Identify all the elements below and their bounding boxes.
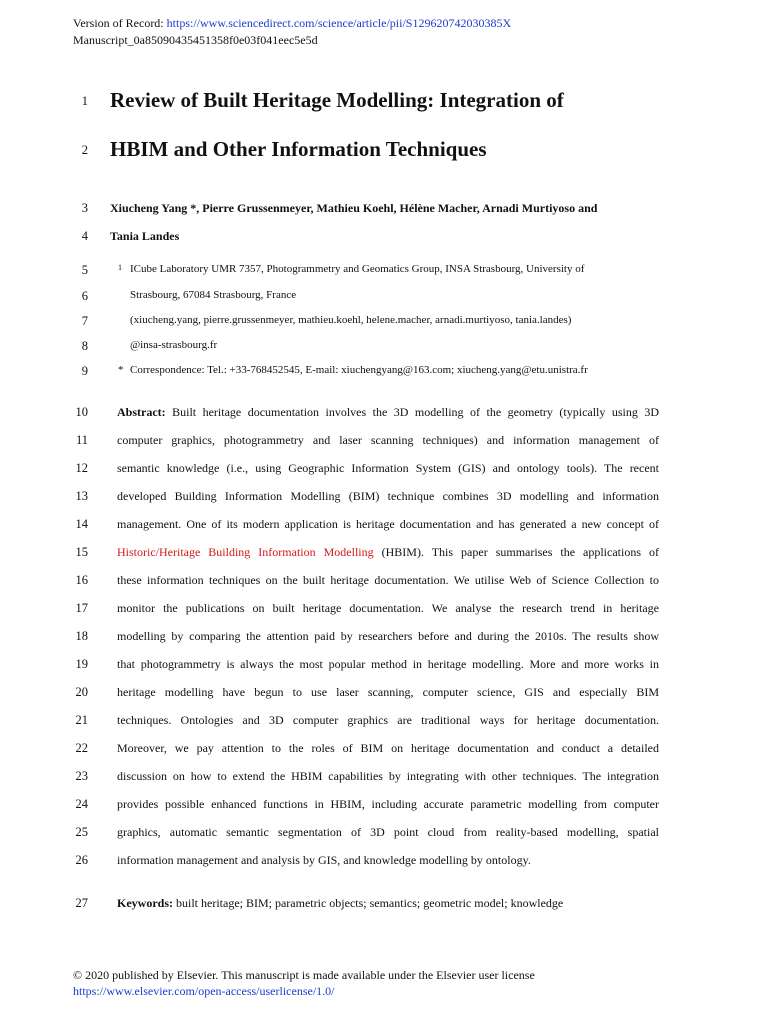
- line-number: 11: [75, 433, 88, 447]
- line-13: [0, 489, 768, 505]
- line-3: [0, 201, 768, 217]
- line-12: [0, 461, 768, 477]
- line-6: [0, 289, 768, 305]
- line-number: 5: [81, 263, 88, 277]
- line-22: [0, 741, 768, 757]
- line-11: [0, 433, 768, 449]
- abstract-line: Abstract: Built heritage documentation involves the 3D modelling of the geometry (typically using 3D: [117, 405, 659, 419]
- line-2: [0, 137, 768, 163]
- abstract-line: heritage modelling have begun to use laser scanning, computer science, GIS and especially BIM: [117, 685, 659, 699]
- abstract-line: techniques. Ontologies and 3D computer graphics are traditional ways for heritage documentation.: [117, 713, 659, 727]
- line-number: 24: [75, 797, 88, 811]
- line-25: [0, 825, 768, 841]
- line-number: 7: [81, 314, 88, 328]
- abstract-line: modelling by comparing the attention paid by researchers before and during the 2010s. The results show: [117, 629, 659, 643]
- abstract-line: developed Building Information Modelling (BIM) technique combines 3D modelling and information: [117, 489, 659, 503]
- line-number: 6: [81, 289, 88, 303]
- abstract-label: Abstract:: [117, 405, 166, 419]
- line-number: 22: [75, 741, 88, 755]
- affiliation-superscript: 1: [118, 263, 122, 272]
- line-16: [0, 573, 768, 589]
- line-27: [0, 896, 768, 912]
- line-number: 16: [75, 573, 88, 587]
- line-number: 18: [75, 629, 88, 643]
- line-number: 12: [75, 461, 88, 475]
- title-line-1: Review of Built Heritage Modelling: Integration of: [110, 88, 564, 112]
- abstract-line: these information techniques on the built heritage documentation. We utilise Web of Science Collection to: [117, 573, 659, 587]
- abstract-line: monitor the publications on built heritage documentation. We analyse the research trend in heritage: [117, 601, 659, 615]
- line-number: 13: [75, 489, 88, 503]
- line-5: [0, 263, 768, 279]
- version-label: Version of Record:: [73, 16, 167, 30]
- manuscript-id: Manuscript_0a85090435451358f0e03f041eec5e5d: [73, 33, 318, 47]
- affiliation-line-2: Strasbourg, 67084 Strasbourg, France: [130, 289, 297, 301]
- title-line-2: HBIM and Other Information Techniques: [110, 137, 487, 161]
- line-number: 25: [75, 825, 88, 839]
- abstract-line: graphics, automatic semantic segmentation of 3D point cloud from reality-based modelling, spatial: [117, 825, 659, 839]
- abstract-line: Historic/Heritage Building Information Modelling (HBIM). This paper summarises the applications of: [117, 545, 659, 559]
- line-26: [0, 853, 768, 869]
- abstract-line: discussion on how to extend the HBIM capabilities by integrating with other techniques. The integration: [117, 769, 659, 783]
- version-link[interactable]: https://www.sciencedirect.com/science/article/pii/S129620742030385X: [166, 16, 512, 30]
- keywords: [117, 896, 563, 911]
- line-20: [0, 685, 768, 701]
- line-number: 4: [81, 229, 88, 243]
- correspondence-mark: *: [118, 364, 124, 376]
- line-number: 19: [75, 657, 88, 671]
- line-23: [0, 769, 768, 785]
- abstract-line: Moreover, we pay attention to the roles of BIM on heritage documentation and conduct a detailed: [117, 741, 659, 755]
- abstract-line: provides possible enhanced functions in HBIM, including accurate parametric modelling from computer: [117, 797, 659, 811]
- authors-line-2: Tania Landes: [110, 229, 180, 243]
- abstract-line: semantic knowledge (i.e., using Geographic Information System (GIS) and ontology tools). The recent: [117, 461, 659, 475]
- line-number: 2: [81, 143, 88, 157]
- abstract-line: that photogrammetry is always the most popular method in heritage modelling. More and more works in: [117, 657, 659, 671]
- correspondence: Correspondence: Tel.: +33-768452545, E-mail: xiuchengyang@163.com; xiucheng.yang@etu.unistra.fr: [130, 364, 588, 376]
- license-notice: © 2020 published by Elsevier. This manuscript is made available under the Elsevier user license: [73, 968, 535, 982]
- line-number: 26: [75, 853, 88, 867]
- line-15: [0, 545, 768, 561]
- line-4: [0, 229, 768, 245]
- line-1: [0, 88, 768, 114]
- affiliation-domain: @insa-strasbourg.fr: [130, 339, 218, 351]
- abstract-line: computer graphics, photogrammetry and laser scanning techniques) and information management of: [117, 433, 659, 447]
- line-number: 10: [75, 405, 88, 419]
- line-number: 17: [75, 601, 88, 615]
- abstract-line: information management and analysis by GIS, and knowledge modelling by ontology.: [117, 853, 531, 867]
- line-number: 21: [75, 713, 88, 727]
- line-8: [0, 339, 768, 355]
- line-number: 15: [75, 545, 88, 559]
- line-number: 27: [75, 896, 88, 910]
- line-24: [0, 797, 768, 813]
- line-number: 8: [81, 339, 88, 353]
- line-number: 9: [81, 364, 88, 378]
- keywords-label: Keywords:: [117, 896, 173, 910]
- affiliation-emails: (xiucheng.yang, pierre.grussenmeyer, mathieu.koehl, helene.macher, arnadi.murtiyoso, tania.landes): [130, 314, 572, 326]
- keywords-text: built heritage; BIM; parametric objects; semantics; geometric model; knowledge: [173, 896, 564, 910]
- line-number: 23: [75, 769, 88, 783]
- hbim-term-highlight: Historic/Heritage Building Information Modelling: [117, 545, 374, 559]
- authors-line-1: Xiucheng Yang *, Pierre Grussenmeyer, Mathieu Koehl, Hélène Macher, Arnadi Murtiyoso and: [110, 201, 598, 215]
- line-18: [0, 629, 768, 645]
- line-number: 20: [75, 685, 88, 699]
- abstract-line: management. One of its modern application is heritage documentation and has generated a new concept of: [117, 517, 659, 531]
- line-number: 3: [81, 201, 88, 215]
- line-10: [0, 405, 768, 421]
- line-17: [0, 601, 768, 617]
- line-7: [0, 314, 768, 330]
- line-number: 1: [81, 94, 88, 108]
- line-9: [0, 364, 768, 380]
- license-link[interactable]: https://www.elsevier.com/open-access/userlicense/1.0/: [73, 984, 335, 998]
- affiliation-line-1: ICube Laboratory UMR 7357, Photogrammetry and Geomatics Group, INSA Strasbourg, University of: [130, 263, 585, 275]
- line-19: [0, 657, 768, 673]
- line-number: 14: [75, 517, 88, 531]
- line-21: [0, 713, 768, 729]
- line-14: [0, 517, 768, 533]
- version-of-record: [73, 16, 511, 30]
